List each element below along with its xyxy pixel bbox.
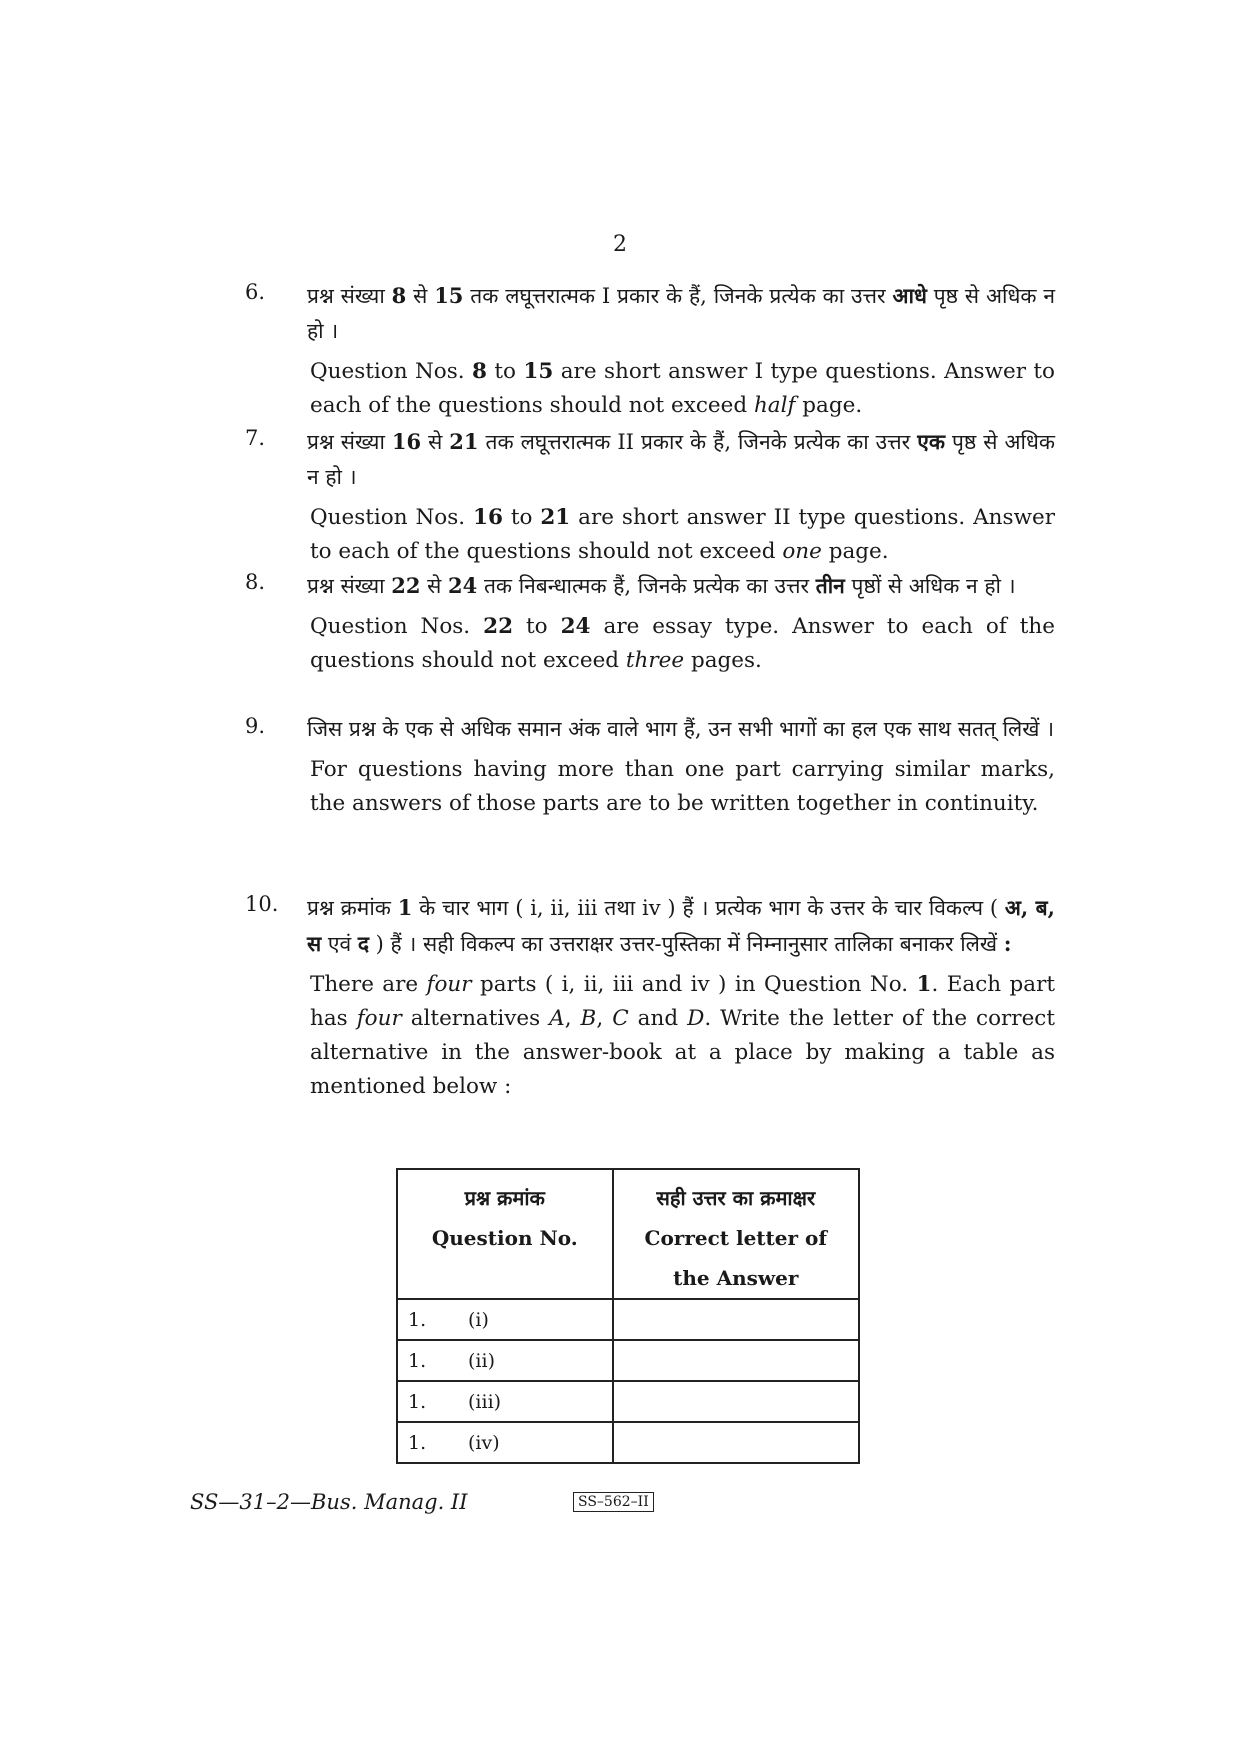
question-number: 1. (408, 1349, 427, 1372)
instruction-number: 8. (245, 570, 266, 594)
question-part: (i) (468, 1308, 489, 1331)
instruction-english: There are four parts ( i, ii, iii and iv ) in Question No. 1. Each part has four alternatives A, B, C and D. Write the letter of the correct alternative in the answer-book at a place by making a table as mentioned below : (310, 972, 1055, 1099)
question-cell (397, 1422, 613, 1463)
italic-text: one (782, 539, 822, 564)
bold-text: 22 (391, 573, 421, 598)
instruction-english: Question Nos. 22 to 24 are essay type. Answer to each of the questions should not exceed three pages. (310, 614, 1055, 673)
header-english: Correct letter of (644, 1226, 827, 1250)
bold-text: 21 (540, 505, 571, 530)
italic-text: half (753, 393, 796, 418)
bold-text: 8 (472, 359, 487, 384)
instruction-number: 7. (245, 426, 266, 450)
table-header-question-no (397, 1169, 613, 1299)
question-number: 1. (408, 1390, 427, 1413)
bold-text: 16 (391, 429, 422, 454)
bold-text: 1 (397, 895, 413, 920)
instruction-8 (245, 568, 1055, 678)
instruction-7 (245, 424, 1055, 569)
instruction-10 (245, 890, 1055, 1104)
table-header-correct-letter (613, 1169, 859, 1299)
question-cell (397, 1299, 613, 1340)
bold-text: 24 (448, 573, 478, 598)
instruction-english: Question Nos. 8 to 15 are short answer I type questions. Answer to each of the questions should not exceed half page. (310, 359, 1055, 418)
instruction-hindi: प्रश्न संख्या 16 से 21 तक लघूत्तरात्मक II प्रकार के हैं, जिनके प्रत्येक का उत्तर एक पृष्ठ से अधिक न हो । (307, 429, 1056, 489)
table-row (397, 1299, 859, 1340)
table-header-row (397, 1169, 859, 1299)
page-number: 2 (613, 232, 627, 257)
bold-text: 24 (560, 614, 591, 639)
answer-table (396, 1168, 860, 1464)
question-part: (ii) (468, 1349, 495, 1372)
instruction-english: Question Nos. 16 to 21 are short answer II type questions. Answer to each of the questions should not exceed one page. (310, 505, 1055, 564)
header-hindi: प्रश्न क्रमांक (464, 1186, 545, 1210)
question-part: (iii) (468, 1390, 502, 1413)
header-english: the Answer (673, 1266, 799, 1290)
instruction-number: 10. (245, 892, 279, 916)
italic-text: D (687, 1006, 705, 1031)
answer-cell (613, 1340, 859, 1381)
question-cell (397, 1340, 613, 1381)
italic-text: C (612, 1006, 629, 1031)
bold-text: तीन (815, 573, 845, 598)
instruction-6 (245, 278, 1055, 423)
instruction-hindi: प्रश्न क्रमांक 1 के चार भाग ( i, ii, iii तथा iv ) हैं । प्रत्येक भाग के उत्तर के चार विकल्प ( अ, ब, स एवं द ) हैं । सही विकल्प का उत्तराक्षर उत्तर-पुस्तिका में निम्नानुसार तालिका बनाकर लिखें : (307, 895, 1055, 956)
answer-cell (613, 1299, 859, 1340)
question-cell (397, 1381, 613, 1422)
bold-text: 15 (523, 359, 554, 384)
question-part: (iv) (468, 1431, 500, 1454)
instruction-number: 6. (245, 280, 266, 304)
paper-code: SS—31–2—Bus. Manag. II (190, 1490, 468, 1514)
instruction-number: 9. (245, 714, 266, 738)
instruction-hindi: प्रश्न संख्या 8 से 15 तक लघूत्तरात्मक I प्रकार के हैं, जिनके प्रत्येक का उत्तर आधे पृष्ठ से अधिक न हो । (307, 283, 1056, 343)
question-number: 1. (408, 1308, 427, 1331)
italic-text: four (356, 1006, 402, 1031)
bold-text: द (357, 931, 369, 956)
instruction-9 (245, 712, 1055, 821)
instruction-hindi: प्रश्न संख्या 22 से 24 तक निबन्धात्मक हैं, जिनके प्रत्येक का उत्तर तीन पृष्ठों से अधिक न हो । (307, 573, 1016, 598)
bold-text: 22 (483, 614, 514, 639)
answer-cell (613, 1422, 859, 1463)
italic-text: B (580, 1006, 597, 1031)
bold-text: 8 (391, 283, 407, 308)
bold-text: 1 (916, 972, 932, 997)
header-english: Question No. (431, 1226, 578, 1250)
bold-text: 15 (434, 283, 464, 308)
instruction-hindi: जिस प्रश्न के एक से अधिक समान अंक वाले भाग हैं, उन सभी भागों का हल एक साथ सतत् लिखें । (307, 717, 1055, 741)
header-hindi: सही उत्तर का क्रमाक्षर (656, 1186, 816, 1210)
bold-text: : (1003, 931, 1012, 956)
italic-text: four (426, 972, 472, 997)
answer-cell (613, 1381, 859, 1422)
bold-text: 21 (449, 429, 479, 454)
bold-text: आधे (892, 283, 927, 308)
bold-text: एक (917, 429, 946, 454)
italic-text: A (549, 1006, 565, 1031)
paper-stamp: SS–562–II (573, 1492, 654, 1512)
table-row (397, 1422, 859, 1463)
bold-text: 16 (473, 505, 503, 530)
bold-text: अ, ब, स (307, 895, 1055, 956)
instruction-english: For questions having more than one part carrying similar marks, the answers of those parts are to be written together in continuity. (310, 757, 1055, 816)
question-number: 1. (408, 1431, 427, 1454)
table-row (397, 1340, 859, 1381)
italic-text: three (625, 648, 685, 673)
table-row (397, 1381, 859, 1422)
